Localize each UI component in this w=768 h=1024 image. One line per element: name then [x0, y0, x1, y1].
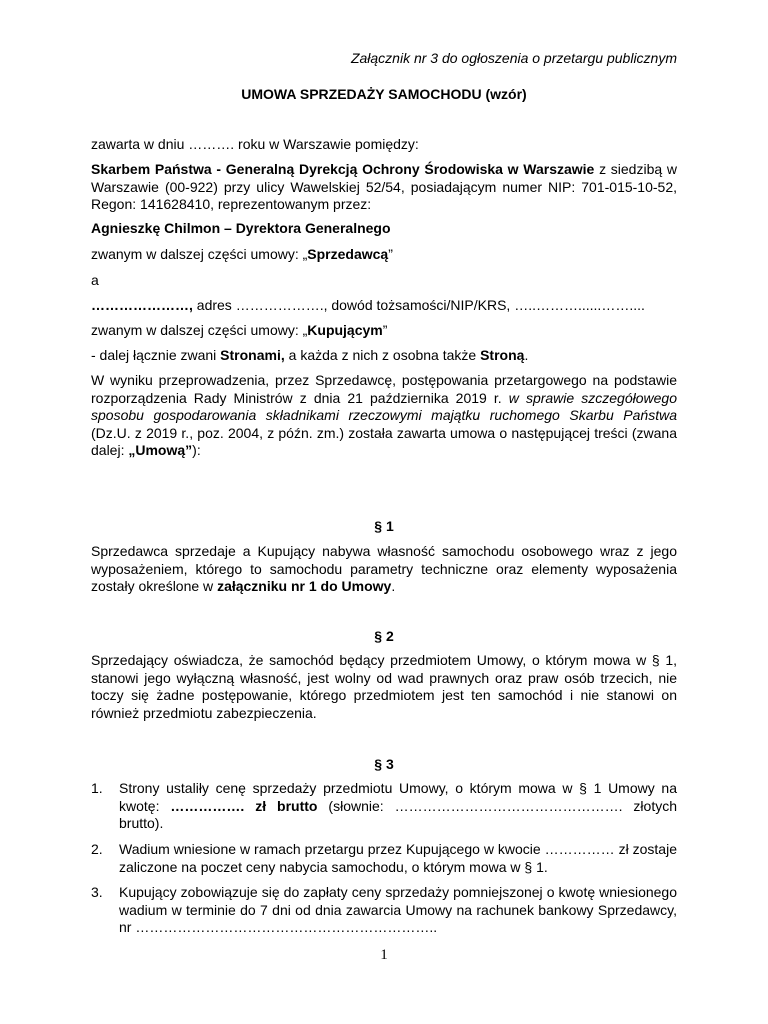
seller-called-line — [91, 246, 677, 264]
seller-called-suffix: ” — [388, 246, 393, 262]
agreement-term: „Umową” — [128, 442, 193, 458]
seller-details: z siedzibą w Warszawie (00-922) przy ulicy Wawelskiej 52/54, posiadającym numer NIP: 701-015-10-52, Regon: 141628410, reprezentowanym przez: — [91, 161, 677, 212]
representative-line — [91, 220, 677, 238]
parties-mid: a każda z nich z osobna także — [284, 347, 481, 363]
result-paragraph — [91, 372, 677, 460]
buyer-called-term: Kupującym — [307, 322, 383, 338]
price-text: Strony ustaliły cenę sprzedaży przedmiotu Umowy, o którym mowa w § 1 Umowy na kwotę: — [119, 780, 677, 814]
section-2-heading: § 2 — [374, 628, 394, 644]
buyer-called-line — [91, 322, 677, 340]
party-term: Stroną — [480, 347, 525, 363]
representative-name: Agnieszkę Chilmon – Dyrektora Generalnego — [91, 220, 391, 236]
buyer-details: adres ………………., dowód tożsamości/NIP/KRS, …..………......…….... — [192, 297, 645, 313]
seller-name: Skarbem Państwa - Generalną Dyrekcją Ochrony Środowiska w Warszawie — [91, 161, 595, 177]
seller-called-prefix: zwanym w dalszej części umowy: „ — [91, 246, 308, 262]
section-1-text-end: . — [391, 578, 396, 594]
section-2-text: Sprzedający oświadcza, że samochód będący przedmiotem Umowy, o którym mowa w § 1, stanowi jego wyłączną własność, jest wolny od wad prawnych oraz praw osób trzecich, nie toczy się żadne postępowanie, którego przedmiotem jest ten samochód i nie stanowi on również przedmiotu zabezpieczenia. — [91, 652, 677, 721]
item-text — [119, 780, 677, 833]
item-number: 2. — [91, 841, 103, 857]
seller-paragraph — [91, 161, 677, 214]
parties-term: Stronami, — [220, 347, 285, 363]
document-title: UMOWA SPRZEDAŻY SAMOCHODU (wzór) — [241, 86, 527, 102]
buyer-placeholder: …………………, — [91, 297, 193, 313]
price-amount: ……………. zł brutto — [170, 797, 318, 814]
result-end: ): — [192, 442, 201, 458]
result-text: W wyniku przeprowadzenia, przez Sprzedawcę, postępowania przetargowego na podstawie rozporządzenia Rady Ministrów z dnia 21 października 2019 r. — [91, 372, 677, 406]
section-1-text-a: Sprzedawca sprzedaje a Kupujący nabywa własność samochodu osobowego wraz z jego wyposażeniem, którego to samochodu parametry techniczne oraz elementy wyposażenia zostały określone w — [91, 543, 677, 594]
buyer-called-suffix: ” — [382, 322, 388, 338]
section-1-heading: § 1 — [374, 518, 394, 534]
concluded-line: zawarta w dniu ………. roku w Warszawie pomiędzy: — [91, 136, 419, 152]
parties-line — [91, 347, 677, 365]
item-number: 3. — [91, 884, 103, 900]
item-number: 1. — [91, 780, 103, 796]
attachment-note: Załącznik nr 3 do ogłoszenia o przetargu publicznym — [350, 50, 677, 66]
buyer-called-prefix: zwanym w dalszej części umowy: „ — [91, 322, 308, 338]
regulation-title: w sprawie szczegółowego sposobu gospodarowania składnikami rzeczowymi majątku ruchomego Skarbu Państwa — [91, 389, 677, 423]
section-1-text — [91, 543, 677, 596]
page-number: 1 — [380, 947, 388, 963]
item-text: Kupujący zobowiązuje się do zapłaty ceny sprzedaży pomniejszonej o kwotę wniesionego wadium w terminie do 7 dni od dnia zawarcia Umowy na rachunek bankowy Sprzedawcy, nr ……………………………………………………….. — [119, 884, 677, 935]
attachment-reference: załączniku nr 1 do Umowy — [217, 578, 392, 594]
price-words: (słownie: …………………………………………. złotych brutto). — [119, 797, 677, 831]
seller-called-term: Sprzedawcą — [307, 246, 389, 262]
section-3-heading: § 3 — [374, 756, 394, 772]
parties-prefix: - dalej łącznie zwani — [91, 347, 221, 363]
parties-end: . — [524, 347, 529, 363]
and-line: a — [91, 272, 99, 288]
result-after: (Dz.U. z 2019 r., poz. 2004, z późn. zm.) została zawarta umowa o następującej treści (zwana dalej: — [91, 424, 677, 458]
buyer-line — [91, 297, 677, 315]
item-text: Wadium wniesione w ramach przetargu przez Kupującego w kwocie …………… zł zostaje zaliczone na poczet ceny nabycia samochodu, o którym mowa w § 1. — [119, 841, 677, 875]
